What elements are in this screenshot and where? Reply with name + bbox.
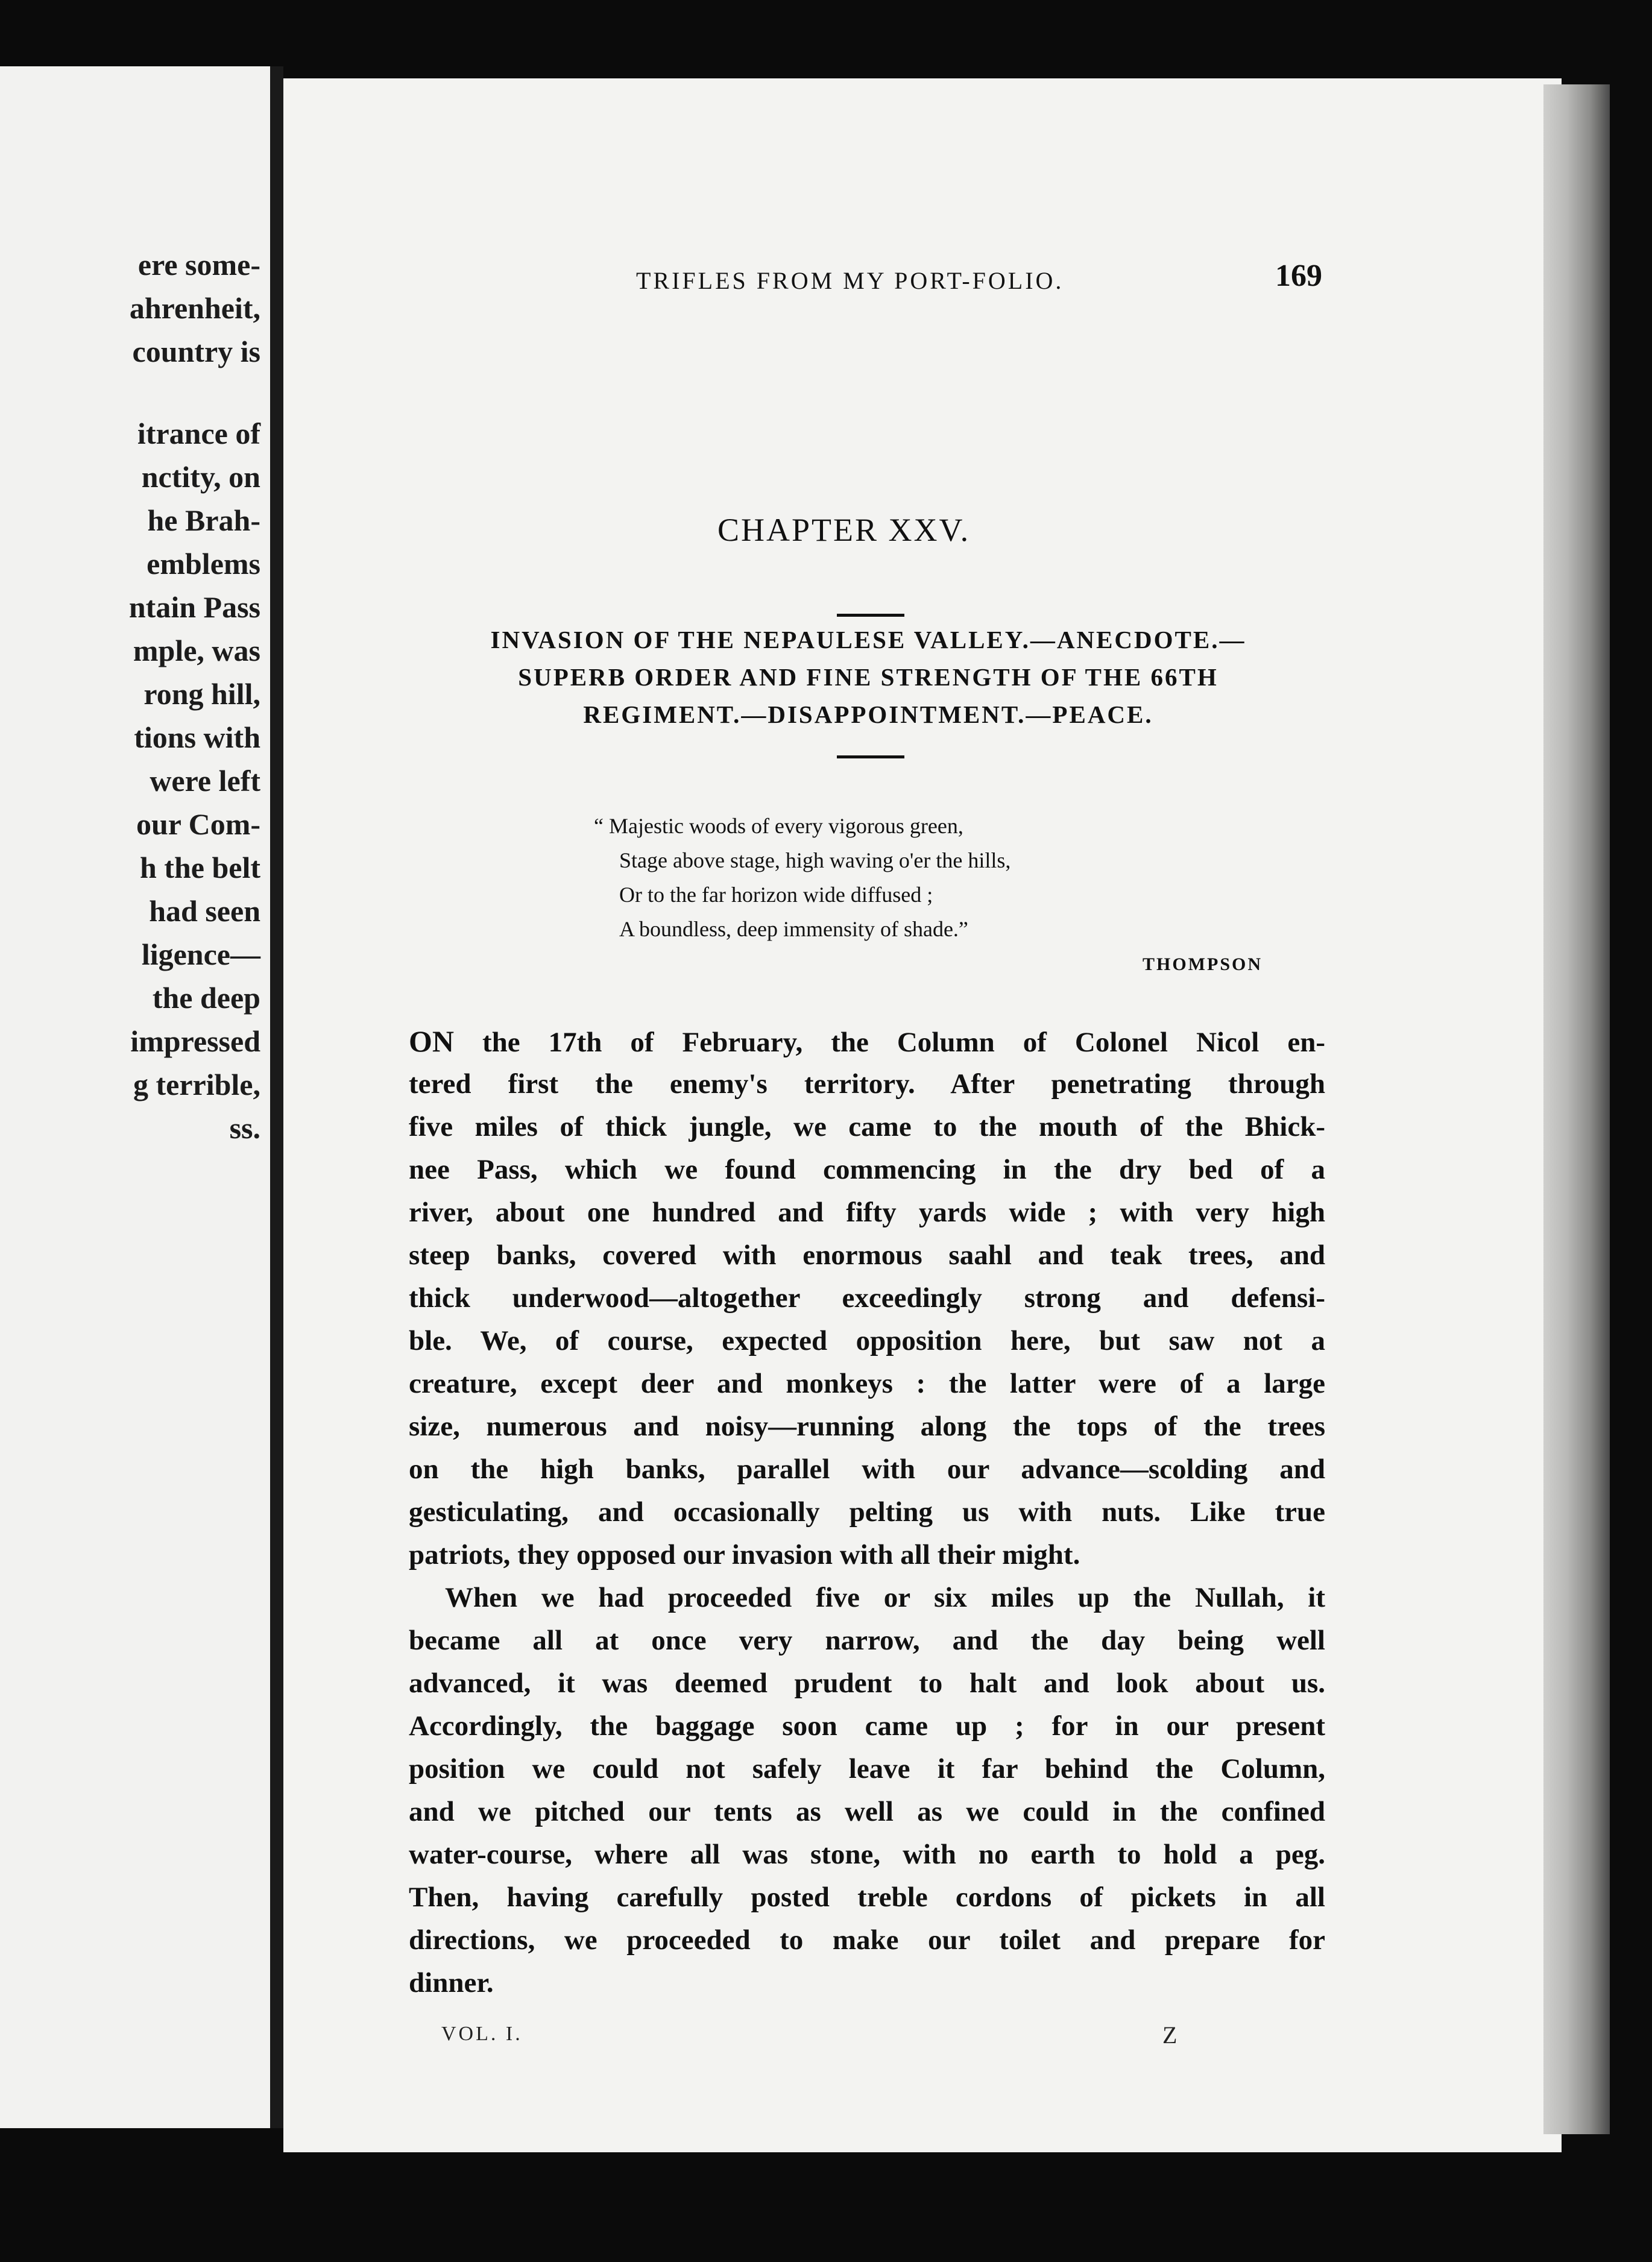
facing-page-line: he Brah-	[147, 503, 260, 537]
text-line: five miles of thick jungle, we came to the mouth of the Bhick-	[409, 1111, 1325, 1142]
synopsis-line: SUPERB ORDER AND FINE STRENGTH OF THE 66TH	[518, 663, 1219, 691]
chapter-title: CHAPTER XXV.	[717, 512, 971, 548]
facing-page-line: the deep	[152, 981, 260, 1015]
running-head: TRIFLES FROM MY PORT-FOLIO.	[636, 267, 1064, 294]
line-text: the 17th of February, the Column of Colonel Nicol en-	[454, 1027, 1325, 1058]
text-line: nee Pass, which we found commencing in the dry bed of a	[409, 1154, 1325, 1185]
text-line: steep banks, covered with enormous saahl and teak trees, and	[409, 1240, 1325, 1271]
facing-page-line: ss.	[229, 1111, 260, 1145]
verse-line: “ Majestic woods of every vigorous green,	[594, 814, 963, 838]
text-line: When we had proceeded five or six miles up the Nullah, it	[445, 1582, 1325, 1613]
text-line: size, numerous and noisy—running along the tops of the trees	[409, 1411, 1325, 1442]
facing-page-line: itrance of	[137, 417, 260, 450]
text-line: gesticulating, and occasionally pelting us with nuts. Like true	[409, 1496, 1325, 1528]
gathering-mark: Z	[1162, 2021, 1178, 2049]
synopsis-line: INVASION OF THE NEPAULESE VALLEY.—ANECDOTE.—	[490, 626, 1246, 654]
facing-page-line: impressed	[130, 1024, 260, 1058]
text-line: advanced, it was deemed prudent to halt and look about us.	[409, 1668, 1325, 1699]
facing-page-line: ligence—	[141, 937, 260, 971]
facing-page-line: tions with	[134, 720, 260, 754]
facing-page-line: ere some-	[137, 248, 260, 282]
text-line: directions, we proceeded to make our toilet and prepare for	[409, 1924, 1325, 1956]
facing-page-line: ntain Pass	[128, 590, 260, 624]
verse-line: Or to the far horizon wide diffused ;	[619, 883, 933, 907]
facing-page-line: our Com-	[136, 807, 260, 841]
rule-above-synopsis	[837, 614, 904, 617]
facing-page-line: nctity, on	[141, 460, 260, 494]
facing-page-line: country is	[132, 335, 260, 368]
facing-page-line: had seen	[149, 894, 260, 928]
text-line: thick underwood—altogether exceedingly strong and defensi-	[409, 1282, 1325, 1314]
text-line: river, about one hundred and fifty yards wide ; with very high	[409, 1197, 1325, 1228]
text-line: creature, except deer and monkeys : the latter were of a large	[409, 1368, 1325, 1399]
book-gutter	[270, 66, 283, 2128]
facing-page-line: were left	[150, 764, 260, 798]
page-number: 169	[1275, 259, 1322, 293]
text-line: position we could not safely leave it far behind the Column,	[409, 1753, 1325, 1785]
text-line: tered first the enemy's territory. After penetrating through	[409, 1068, 1325, 1100]
text-line: became all at once very narrow, and the day being well	[409, 1625, 1325, 1656]
text-line: dinner.	[409, 1967, 494, 1999]
page-edge-stack	[1543, 84, 1610, 2134]
text-line: ble. We, of course, expected opposition here, but saw not a	[409, 1325, 1325, 1356]
synopsis-line: REGIMENT.—DISAPPOINTMENT.—PEACE.	[583, 701, 1153, 728]
facing-page-line: mple, was	[133, 634, 260, 667]
facing-page-line: h the belt	[140, 851, 260, 884]
chapter-body	[409, 1020, 1325, 2005]
epigraph-verse	[594, 809, 1010, 947]
text-line: and we pitched our tents as well as we could in the confined	[409, 1796, 1325, 1827]
first-word: ON	[409, 1024, 454, 1058]
text-line: Accordingly, the baggage soon came up ; for in our present	[409, 1710, 1325, 1742]
signature-mark: VOL. I.	[441, 2023, 523, 2045]
verse-line: A boundless, deep immensity of shade.”	[619, 917, 968, 941]
text-line: patriots, they opposed our invasion with all their might.	[409, 1539, 1080, 1570]
text-line: Then, having carefully posted treble cordons of pickets in all	[409, 1882, 1325, 1913]
facing-page-line: emblems	[147, 547, 260, 581]
facing-page-line: g terrible,	[133, 1068, 260, 1101]
facing-page-line: ahrenheit,	[129, 291, 260, 325]
chapter-synopsis	[410, 621, 1326, 733]
facing-page-line: rong hill,	[143, 677, 260, 711]
epigraph-attribution: THOMPSON	[1143, 954, 1263, 974]
text-line: water-course, where all was stone, with no earth to hold a peg.	[409, 1839, 1325, 1870]
text-line	[409, 1020, 1325, 1063]
rule-below-synopsis	[837, 755, 904, 758]
text-line: on the high banks, parallel with our advance—scolding and	[409, 1454, 1325, 1485]
verse-line: Stage above stage, high waving o'er the hills,	[619, 848, 1011, 872]
facing-page-fragment	[0, 66, 270, 2128]
